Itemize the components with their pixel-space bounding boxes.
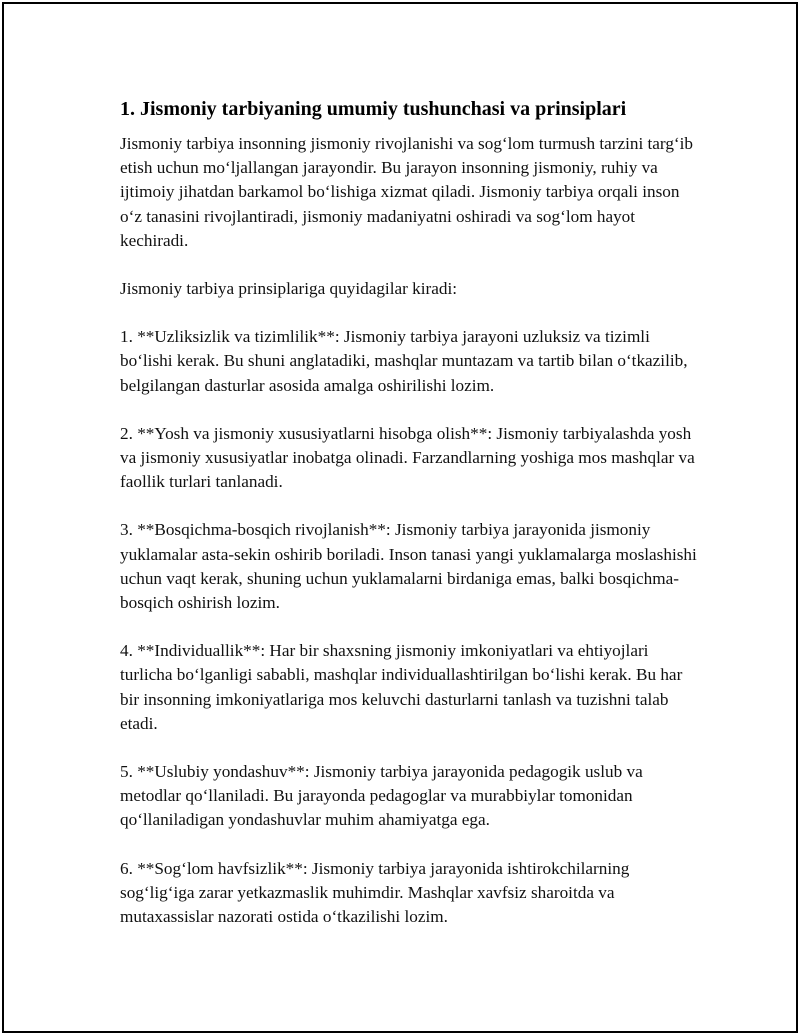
principle-item: 5. **Uslubiy yondashuv**: Jismoniy tarbiya jarayonida pedagogik uslub va metodlar qo‘llaniladi. Bu jarayonda pedagoglar va murabbiylar tomonidan qo‘llaniladigan yondashuvlar muhim ahamiyatga ega. xyxy=(120,762,643,830)
principles-lead-paragraph: Jismoniy tarbiya prinsiplariga quyidagilar kiradi: xyxy=(120,279,457,299)
section-heading: 1. Jismoniy tarbiyaning umumiy tushunchasi va prinsiplari xyxy=(120,98,627,120)
principle-item: 2. **Yosh va jismoniy xususiyatlarni hisobga olish**: Jismoniy tarbiyalashda yosh va jismoniy xususiyatlar inobatga olinadi. Farzandlarning yoshiga mos mashqlar va faollik turlari tanlanadi. xyxy=(120,423,695,492)
document-body xyxy=(120,96,700,953)
principle-item: 3. **Bosqichma-bosqich rivojlanish**: Jismoniy tarbiya jarayonida jismoniy yuklamalar asta-sekin oshirib boriladi. Inson tanasi yangi yuklamalarga moslashishi uchun vaqt kerak, shuning uchun yuklamalarni birdaniga emas, balki bosqichma-bosqich oshirish lozim. xyxy=(120,520,697,613)
principle-item: 6. **Sog‘lom havfsizlik**: Jismoniy tarbiya jarayonida ishtirokchilarning sog‘lig‘iga zarar yetkazmaslik muhimdir. Mashqlar xavfsiz sharoitda va mutaxassislar nazorati ostida o‘tkazilishi lozim. xyxy=(120,858,630,927)
document-page xyxy=(2,2,798,1033)
intro-paragraph: Jismoniy tarbiya insonning jismoniy rivojlanishi va sog‘lom turmush tarzini targ‘ib etish uchun mo‘ljallangan jarayondir. Bu jarayon insonning jismoniy, ruhiy va ijtimoiy jihatdan barkamol bo‘lishiga xizmat qiladi. Jismoniy tarbiya orqali inson o‘z tanasini rivojlantiradi, jismoniy madaniyatni oshiradi va sog‘lom hayot kechiradi. xyxy=(120,134,694,250)
principle-item: 1. **Uzliksizlik va tizimlilik**: Jismoniy tarbiya jarayoni uzluksiz va tizimli bo‘lishi kerak. Bu shuni anglatadiki, mashqlar muntazam va tartib bilan o‘tkazilib, belgilangan dasturlar asosida amalga oshirilishi lozim. xyxy=(120,327,688,395)
principle-item: 4. **Individuallik**: Har bir shaxsning jismoniy imkoniyatlari va ehtiyojlari turlicha bo‘lganligi sababli, mashqlar individuallashtirilgan bo‘lishi kerak. Bu har bir insonning imkoniyatlariga mos keluvchi dasturlarni tanlash va tuzishni talab etadi. xyxy=(120,641,683,733)
